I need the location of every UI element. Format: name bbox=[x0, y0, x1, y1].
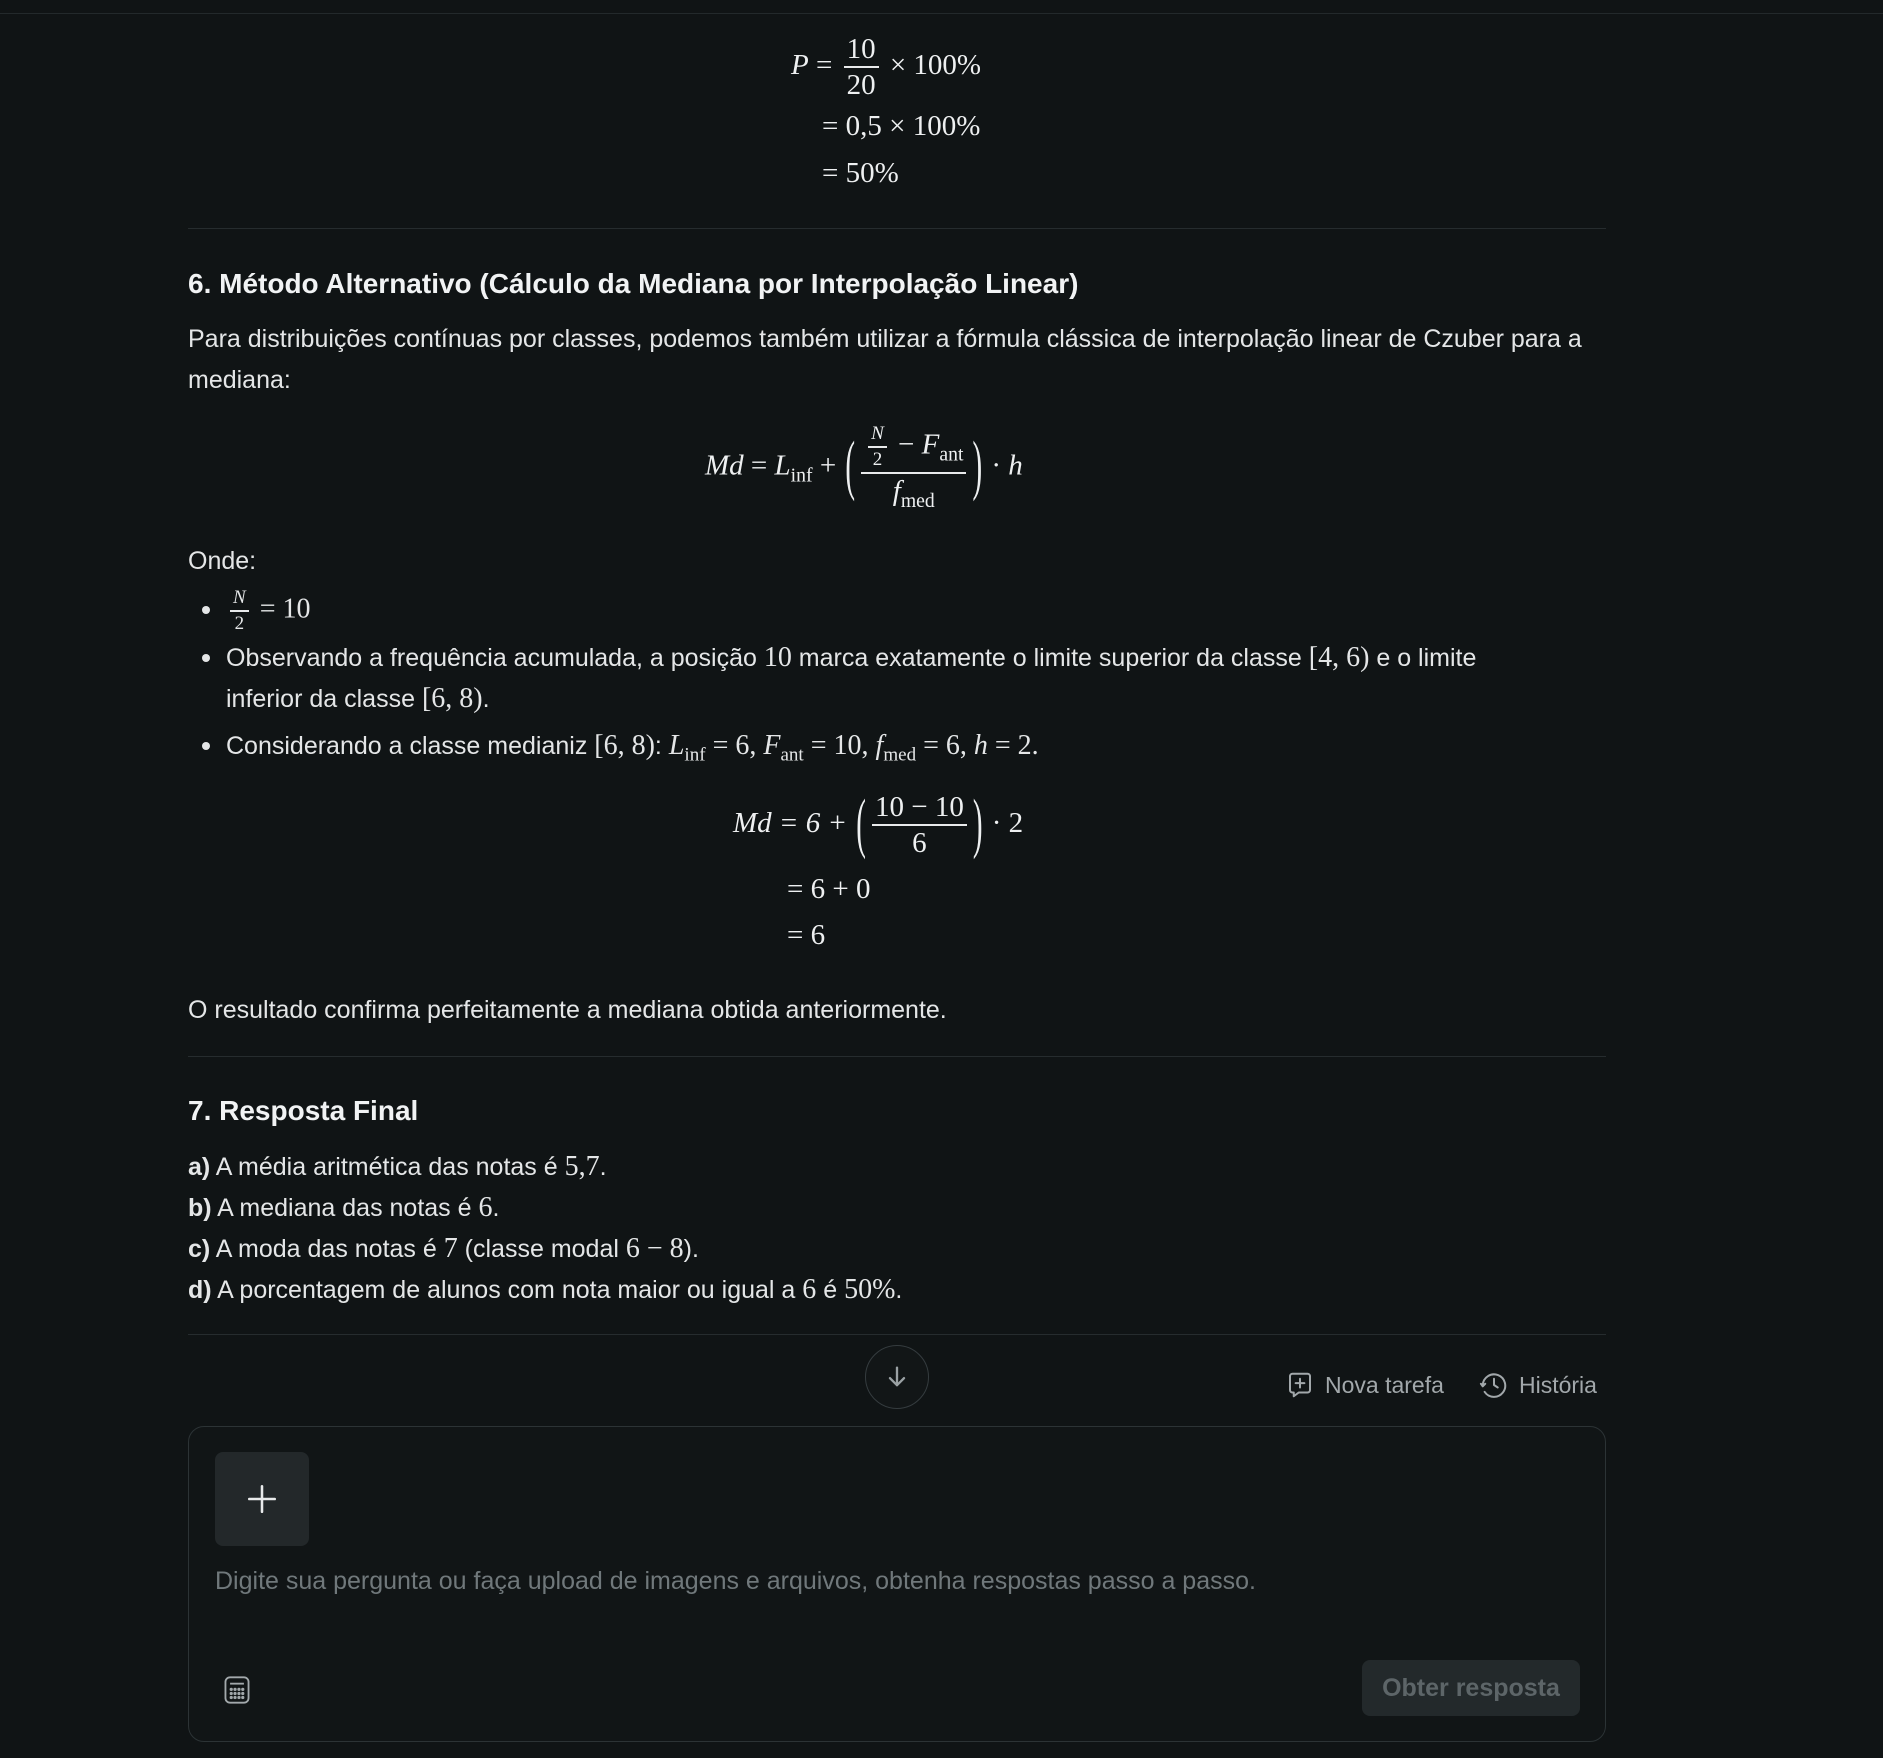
bullet-n-half: $\frac{N}{2}$ = 10 bbox=[226, 588, 310, 634]
plus-icon bbox=[245, 1482, 279, 1516]
section-conclusion: O resultado confirma perfeitamente a mediana obtida anteriormente. bbox=[188, 996, 947, 1024]
top-divider bbox=[0, 13, 1883, 14]
where-label: Onde: bbox=[188, 547, 257, 575]
new-task-button[interactable] bbox=[1285, 1370, 1444, 1400]
calculator-icon bbox=[223, 1675, 251, 1705]
median-calc-line1: Md = 6 + ( $\frac{10 - 10}{6}$ ) · 2 bbox=[733, 787, 1024, 862]
plus-square-icon bbox=[1285, 1370, 1315, 1400]
bullet-cumulative-frequency: Observando a frequência acumulada, a posição 10 marca exatamente o limite superior da classe [4, 6) e o limite bbox=[226, 642, 1477, 673]
answer-b: b) A mediana das notas é 6. bbox=[188, 1192, 500, 1223]
equation-percentage-line3: = 50% bbox=[822, 157, 899, 189]
section-title: 7. Resposta Final bbox=[188, 1095, 419, 1126]
bullet-median-class: Considerando a classe medianiz [6, 8): $L_{inf} = 6$, $F_{ant} = 10$, $f_{med} = 6$, h = 2. bbox=[226, 730, 1039, 766]
clock-icon bbox=[1479, 1370, 1509, 1400]
fraction: $\frac{10}{20}$ bbox=[844, 34, 879, 101]
median-calc-line2: = 6 + 0 bbox=[787, 873, 871, 905]
arrow-down-icon bbox=[883, 1363, 911, 1391]
scroll-to-bottom-button[interactable] bbox=[865, 1345, 929, 1409]
answer-c: c) A moda das notas é 7 (classe modal 6 − 8). bbox=[188, 1233, 699, 1264]
answer-a: a) A média aritmética das notas é 5,7. bbox=[188, 1151, 607, 1182]
divider bbox=[188, 228, 1606, 229]
submit-button[interactable]: Obter resposta bbox=[1362, 1660, 1580, 1716]
history-button[interactable] bbox=[1479, 1370, 1597, 1400]
equation-percentage-line2: = 0,5 × 100% bbox=[822, 110, 981, 142]
section-intro: Para distribuições contínuas por classes, podemos também utilizar a fórmula clássica de interpolação linear de Czuber para a mediana: bbox=[188, 325, 1582, 394]
equation-percentage-line1: P = $\frac{10}{20}$ × 100% bbox=[791, 33, 982, 102]
divider bbox=[188, 1334, 1606, 1335]
fraction: $\frac{N}{2}$ − $F_{ant}$ $f_{med}$ bbox=[861, 424, 966, 511]
median-calc-line3: = 6 bbox=[787, 919, 826, 951]
new-task-label: Nova tarefa bbox=[1325, 1371, 1444, 1398]
bullet-dot bbox=[202, 606, 210, 614]
composer bbox=[188, 1426, 1606, 1742]
answer-d: d) A porcentagem de alunos com nota maior ou igual a 6 é 50%. bbox=[188, 1274, 903, 1305]
attach-button[interactable] bbox=[215, 1452, 309, 1546]
bullet-dot bbox=[202, 742, 210, 750]
question-input[interactable]: Digite sua pergunta ou faça upload de imagens e arquivos, obtenha respostas passo a passo. bbox=[215, 1567, 1256, 1595]
median-formula: $Md = L_{inf}$ + ( $\frac{N}{2}$ − $F_{ant}$ $f_{med}$ ) · h bbox=[705, 423, 1023, 512]
divider bbox=[188, 1056, 1606, 1057]
section-title: 6. Método Alternativo (Cálculo da Mediana por Interpolação Linear) bbox=[188, 268, 1079, 299]
calculator-button[interactable] bbox=[223, 1675, 251, 1710]
fraction: $\frac{10 - 10}{6}$ bbox=[872, 792, 967, 859]
bullet-dot bbox=[202, 654, 210, 662]
history-label: História bbox=[1519, 1371, 1597, 1398]
bullet-cumulative-frequency-cont: inferior da classe [6, 8). bbox=[226, 683, 490, 714]
